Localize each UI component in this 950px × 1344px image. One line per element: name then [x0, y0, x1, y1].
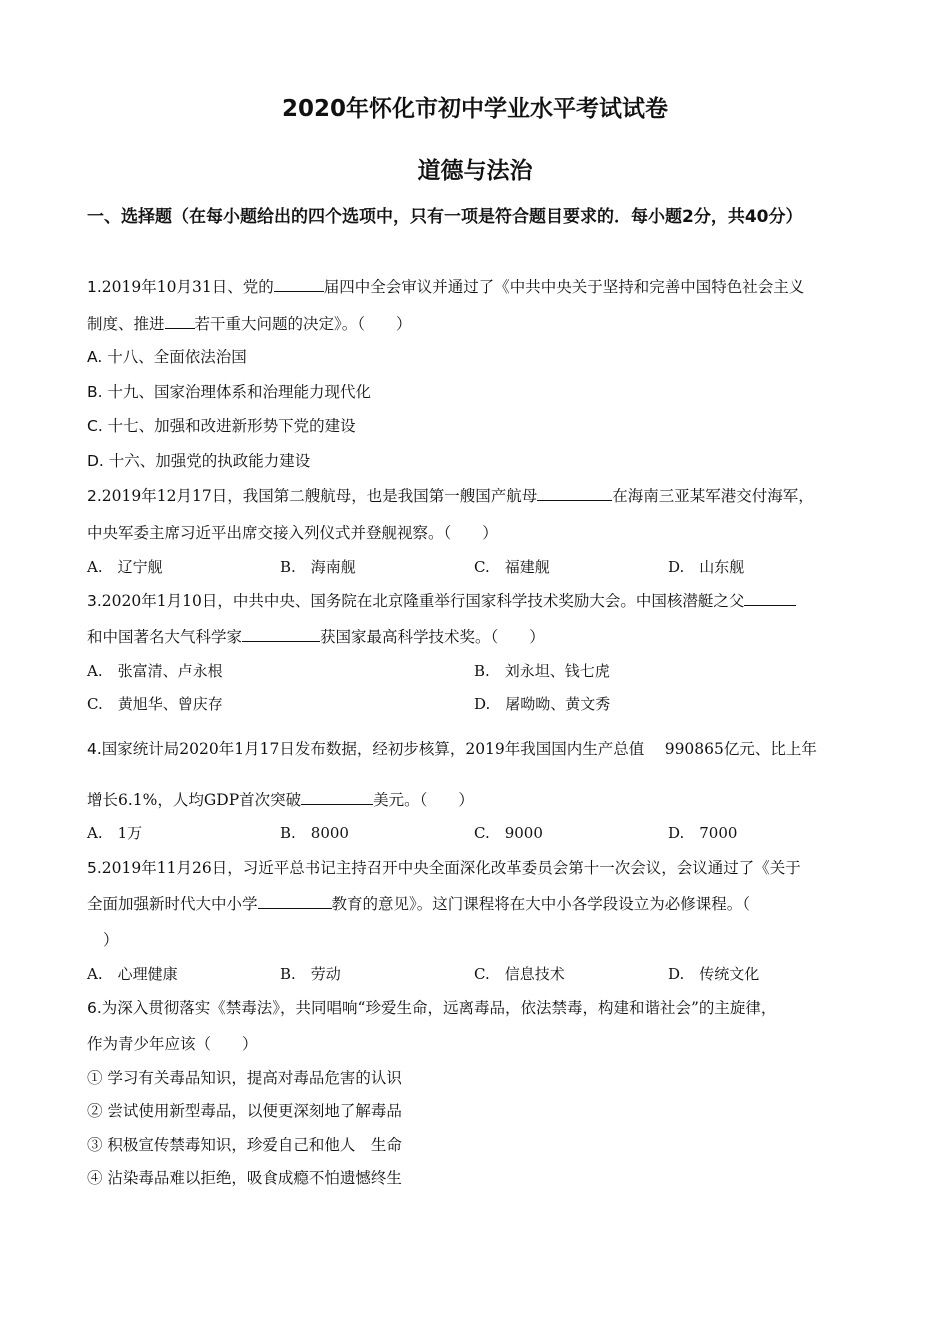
question-5-line-2: 全面加强新时代大中小学 教育的意见》。这门课程将在大中小各学段设立为必修课程。（	[87, 895, 751, 913]
answer-blank	[258, 893, 332, 909]
section-heading: 一、选择题（在每小题给出的四个选项中，只有一项是符合题目要求的．每小题2分，共40分）	[87, 207, 803, 227]
question-5-option-d: D. 传统文化	[668, 965, 760, 983]
answer-blank	[165, 313, 195, 329]
question-2-option-b: B. 海南舰	[280, 558, 356, 576]
question-3-option-b: B. 刘永坦、钱七虎	[474, 662, 610, 680]
question-6-line-1: 6.为深入贯彻落实《禁毒法》，共同唱响“珍爱生命，远离毒品，依法禁毒，构建和谐社会”的主旋律，	[87, 999, 777, 1017]
question-number: 3.	[87, 592, 102, 610]
question-5-option-b: B. 劳动	[280, 965, 341, 983]
question-2-line-2: 中央军委主席习近平出席交接入列仪式并登舰视察。（ ）	[87, 524, 498, 542]
question-4-line-2: 增长6.1%，人均GDP首次突破 美元。（ ）	[87, 791, 474, 809]
question-5-line-3: ）	[103, 931, 119, 949]
question-1-line-1: 1.2019年10月31日、党的 届四中全会审议并通过了《中共中央关于坚持和完善中国特色社会主义	[87, 278, 805, 296]
question-1-option-a: A. 十八、全面依法治国	[87, 348, 247, 366]
answer-blank	[537, 485, 612, 501]
question-3-line-1: 3.2020年1月10日，中共中央、国务院在北京隆重举行国家科学技术奖励大会。中国核潜艇之父	[87, 590, 796, 612]
answer-blank	[744, 590, 796, 606]
question-3-line-2: 和中国著名大气科学家 获国家最高科学技术奖。（ ）	[87, 628, 545, 646]
exam-title: 2020年怀化市初中学业水平考试试卷	[281, 96, 668, 122]
question-number: 6.	[87, 999, 102, 1017]
question-4-option-d: D. 7000	[668, 824, 738, 842]
answer-blank	[242, 626, 320, 642]
question-5-line-1: 5.2019年11月26日，习近平总书记主持召开中央全面深化改革委员会第十一次会议，会议通过了《关于	[87, 859, 801, 877]
question-1-line-2: 制度、推进 若干重大问题的决定》。（ ）	[87, 315, 412, 333]
question-number: 2.	[87, 487, 102, 505]
question-2-option-d: D. 山东舰	[668, 558, 745, 576]
question-number: 4.	[87, 740, 102, 758]
question-2-option-a: A. 辽宁舰	[87, 558, 163, 576]
question-6-item-4: ④ 沾染毒品难以拒绝，吸食成瘾不怕遗憾终生	[87, 1169, 402, 1187]
question-1-option-c: C. 十七、加强和改进新形势下党的建设	[87, 417, 356, 435]
question-2-line-1: 2.2019年12月17日，我国第二艘航母，也是我国第一艘国产航母 在海南三亚某军港交付海军，	[87, 487, 814, 505]
question-number: 1.	[87, 278, 102, 296]
question-5-option-c: C. 信息技术	[474, 965, 565, 983]
question-1-option-b: B. 十九、国家治理体系和治理能力现代化	[87, 383, 371, 401]
answer-blank	[301, 789, 373, 805]
question-1-option-d: D. 十六、加强党的执政能力建设	[87, 452, 311, 470]
question-number: 5.	[87, 859, 102, 877]
question-3-option-c: C. 黄旭华、曾庆存	[87, 695, 223, 713]
question-3-option-d: D. 屠呦呦、黄文秀	[474, 695, 611, 713]
question-4-option-b: B. 8000	[280, 824, 349, 842]
question-3-option-a: A. 张富清、卢永根	[87, 662, 223, 680]
question-6-item-2: ② 尝试使用新型毒品，以便更深刻地了解毒品	[87, 1102, 402, 1120]
question-4-line-1: 4.国家统计局2020年1月17日发布数据，经初步核算，2019年我国国内生产总值 990865亿元、比上年	[87, 740, 817, 758]
answer-blank	[274, 276, 324, 292]
question-4-option-c: C. 9000	[474, 824, 543, 842]
question-2-option-c: C. 福建舰	[474, 558, 550, 576]
exam-subject: 道德与法治	[417, 158, 533, 184]
question-4-option-a: A. 1万	[87, 824, 143, 842]
question-5-option-a: A. 心理健康	[87, 965, 178, 983]
question-6-item-3: ③ 积极宣传禁毒知识，珍爱自己和他人 生命	[87, 1136, 402, 1154]
question-6-line-2: 作为青少年应该（ ）	[87, 1035, 258, 1053]
question-6-item-1: ① 学习有关毒品知识，提高对毒品危害的认识	[87, 1069, 402, 1087]
